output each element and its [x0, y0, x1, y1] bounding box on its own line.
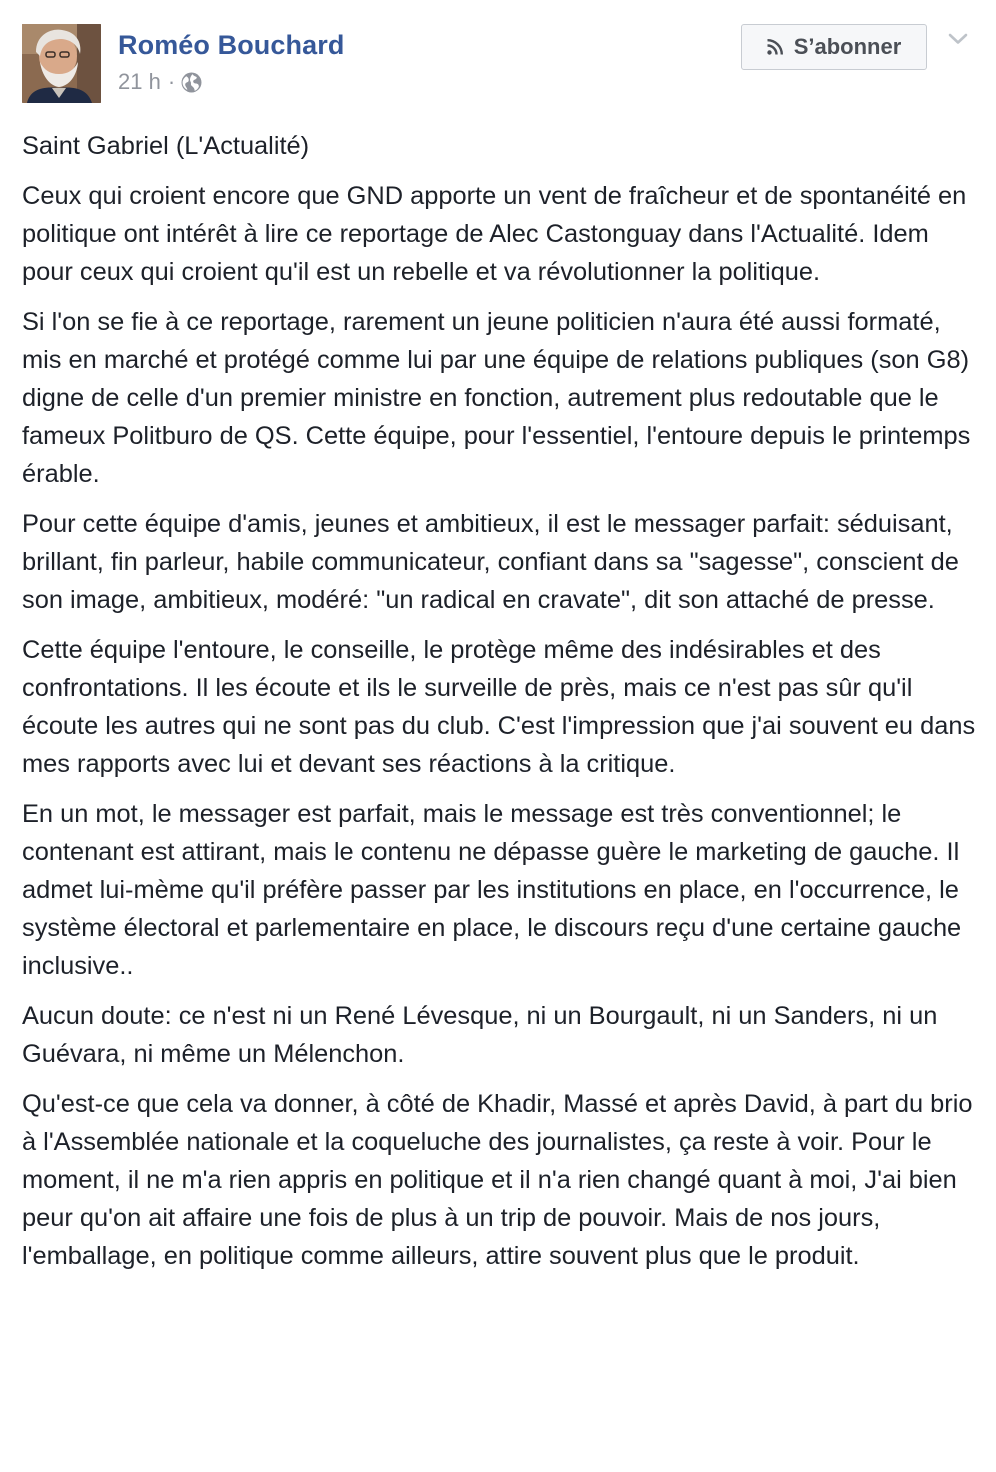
avatar[interactable]: [22, 24, 101, 103]
post-paragraph: Saint Gabriel (L'Actualité): [22, 132, 310, 160]
post-meta: [118, 69, 202, 95]
post-paragraph: Cette équipe l'entoure, le conseille, le protège même des indésirables et des confrontations. Il les écoute et ils le surveille de près, mais ce n'est pas sûr qu'il écoute les autres qui ne sont pas du club. C'est l'impression que j'ai souvent eu dans mes rapports avec lui et devant ses réactions à la critique.: [22, 636, 976, 778]
post-paragraph: Qu'est-ce que cela va donner, à côté de Khadir, Massé et après David, à part du brio à l'Assemblée nationale et la coqueluche des journalistes, ça reste à voir. Pour le moment, il ne m'a rien appris en politique et il n'a rien changé quant à moi, J'ai bien peur qu'on ait affaire une fois de plus à un trip de pouvoir. Mais de nos jours, l'emballage, en politique comme ailleurs, attire souvent plus que le produit.: [22, 1090, 973, 1270]
avatar-photo: [22, 24, 101, 103]
post-paragraph: Aucun doute: ce n'est ni un René Lévesque, ni un Bourgault, ni un Sanders, ni un Guévara, ni même un Mélenchon.: [22, 1002, 938, 1068]
meta-separator: ·: [167, 69, 176, 94]
follow-button[interactable]: [741, 24, 927, 70]
post-paragraph: Ceux qui croient encore que GND apporte un vent de fraîcheur et de spontanéité en politique ont intérêt à lire ce reportage de Alec Castonguay dans l'Actualité. Idem pour ceux qui croient qu'il est un rebelle et va révolutionner la politique.: [22, 182, 967, 286]
author-name[interactable]: Roméo Bouchard: [118, 30, 345, 60]
rss-icon: [767, 39, 783, 55]
post-header: [22, 24, 972, 104]
chevron-down-icon[interactable]: [948, 32, 968, 46]
post-paragraph: En un mot, le messager est parfait, mais le message est très conventionnel; le contenant est attirant, mais le contenu ne dépasse guère le marketing de gauche. Il admet lui-mème qu'il préfère passer par les institutions en place, en l'occurrence, le système électoral et parlementaire en place, le discours reçu d'une certaine gauche inclusive..: [22, 800, 962, 980]
globe-icon[interactable]: [181, 72, 202, 93]
post-content: [22, 127, 977, 1287]
post-paragraph: Pour cette équipe d'amis, jeunes et ambitieux, il est le messager parfait: séduisant, brillant, fin parleur, habile communicateur, confiant dans sa "sagesse", conscient de son image, ambitieux, modéré: "un radical en cravate", dit son attaché de presse.: [22, 510, 959, 614]
post-paragraph: Si l'on se fie à ce reportage, rarement un jeune politicien n'aura été aussi formaté, mis en marché et protégé comme lui par une équipe de relations publiques (son G8) digne de celle d'un premier ministre en fonction, autrement plus redoutable que le fameux Politburo de QS. Cette équipe, pour l'essentiel, l'entoure depuis le printemps érable.: [22, 308, 971, 488]
follow-label: S’abonner: [793, 34, 902, 59]
post-timestamp[interactable]: 21 h: [118, 69, 161, 94]
